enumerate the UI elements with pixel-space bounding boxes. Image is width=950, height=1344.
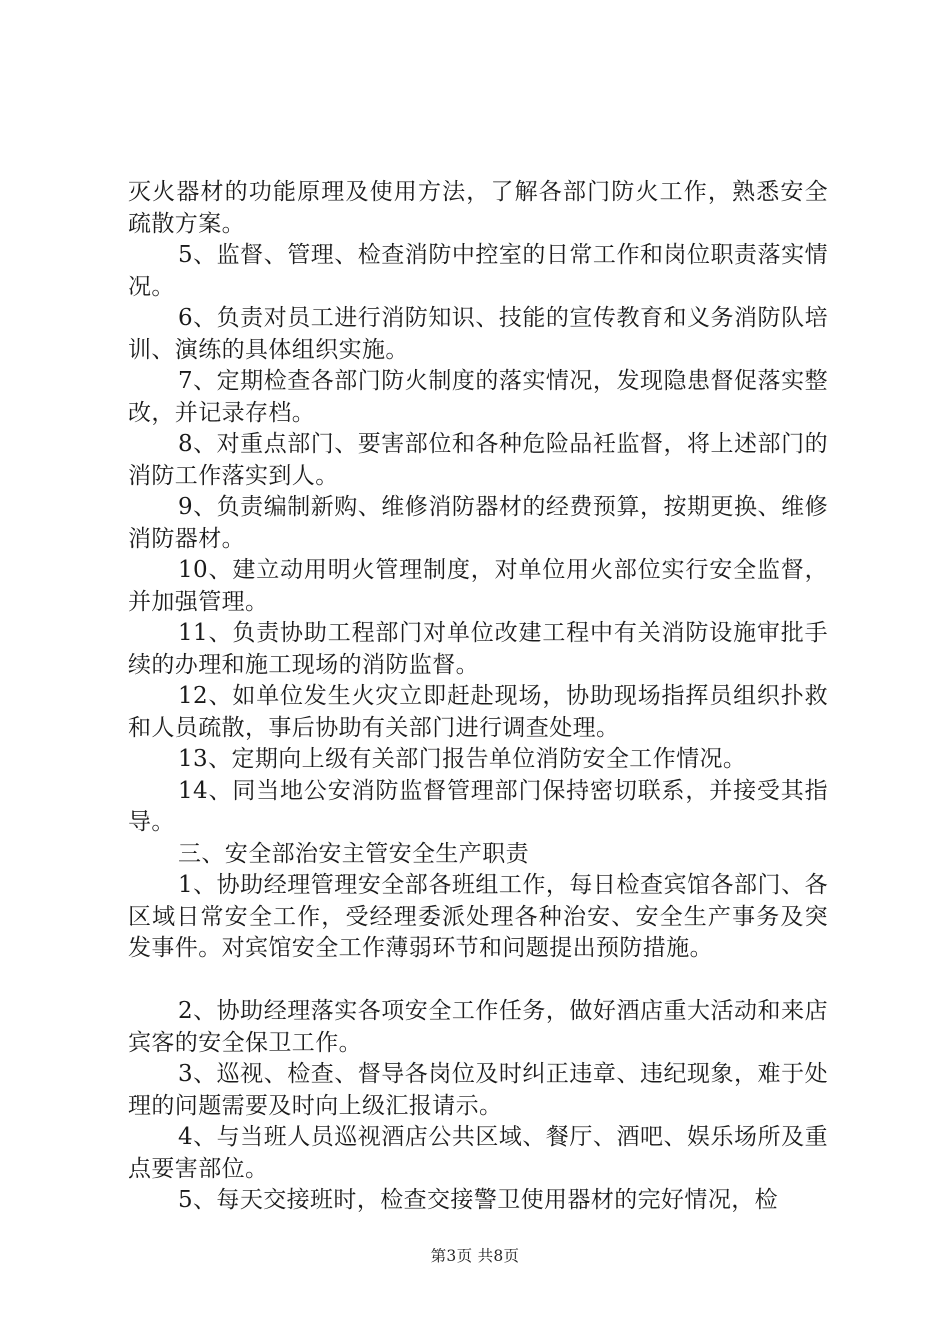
paragraph-6: 10、建立动用明火管理制度，对单位用火部位实行安全监督，并加强管理。: [128, 557, 828, 615]
paragraph-7: 11、负责协助工程部门对单位改建工程中有关消防设施审批手续的办理和施工现场的消防监督。: [128, 620, 828, 678]
paragraph-0: 灭火器材的功能原理及使用方法，了解各部门防火工作，熟悉安全疏散方案。: [128, 179, 828, 237]
paragraph-4: 8、对重点部门、要害部位和各种危险品衽监督，将上述部门的消防工作落实到人。: [128, 431, 828, 489]
paragraph-8: 12、如单位发生火灾立即赶赴现场，协助现场指挥员组织扑救和人员疏散，事后协助有关部门进行调查处理。: [128, 683, 828, 741]
paragraph-15: 4、与当班人员巡视酒店公共区域、餐厅、酒吧、娱乐场所及重点要害部位。: [128, 1124, 828, 1182]
paragraph-1: 5、监督、管理、检查消防中控室的日常工作和岗位职责落实情况。: [128, 242, 828, 300]
paragraph-2: 6、负责对员工进行消防知识、技能的宣传教育和义务消防队培训、演练的具体组织实施。: [128, 305, 828, 363]
section-heading: 三、安全部治安主管安全生产职责: [178, 840, 529, 867]
document-body: [128, 177, 828, 1217]
page-number-footer: 第3页 共8页: [430, 1247, 520, 1265]
paragraph-13: 2、协助经理落实各项安全工作任务，做好酒店重大活动和来店宾客的安全保卫工作。: [128, 998, 828, 1056]
paragraph-12: 1、协助经理管理安全部各班组工作，每日检查宾馆各部门、各区域日常安全工作，受经理委派处理各种治安、安全生产事务及突发事件。对宾馆安全工作薄弱环节和问题提出预防措施。: [128, 872, 828, 961]
paragraph-16: 5、每天交接班时，检查交接警卫使用器材的完好情况，检: [178, 1187, 779, 1213]
paragraph-10: 14、同当地公安消防监督管理部门保持密切联系，并接受其指导。: [128, 777, 828, 835]
paragraph-14: 3、巡视、检查、督导各岗位及时纠正违章、违纪现象，难于处理的问题需要及时向上级汇报请示。: [128, 1061, 828, 1119]
paragraph-3: 7、定期检查各部门防火制度的落实情况，发现隐患督促落实整改，并记录存档。: [128, 368, 828, 426]
paragraph-9: 13、定期向上级有关部门报告单位消防安全工作情况。: [178, 746, 747, 772]
paragraph-5: 9、负责编制新购、维修消防器材的经费预算，按期更换、维修消防器材。: [128, 494, 828, 552]
